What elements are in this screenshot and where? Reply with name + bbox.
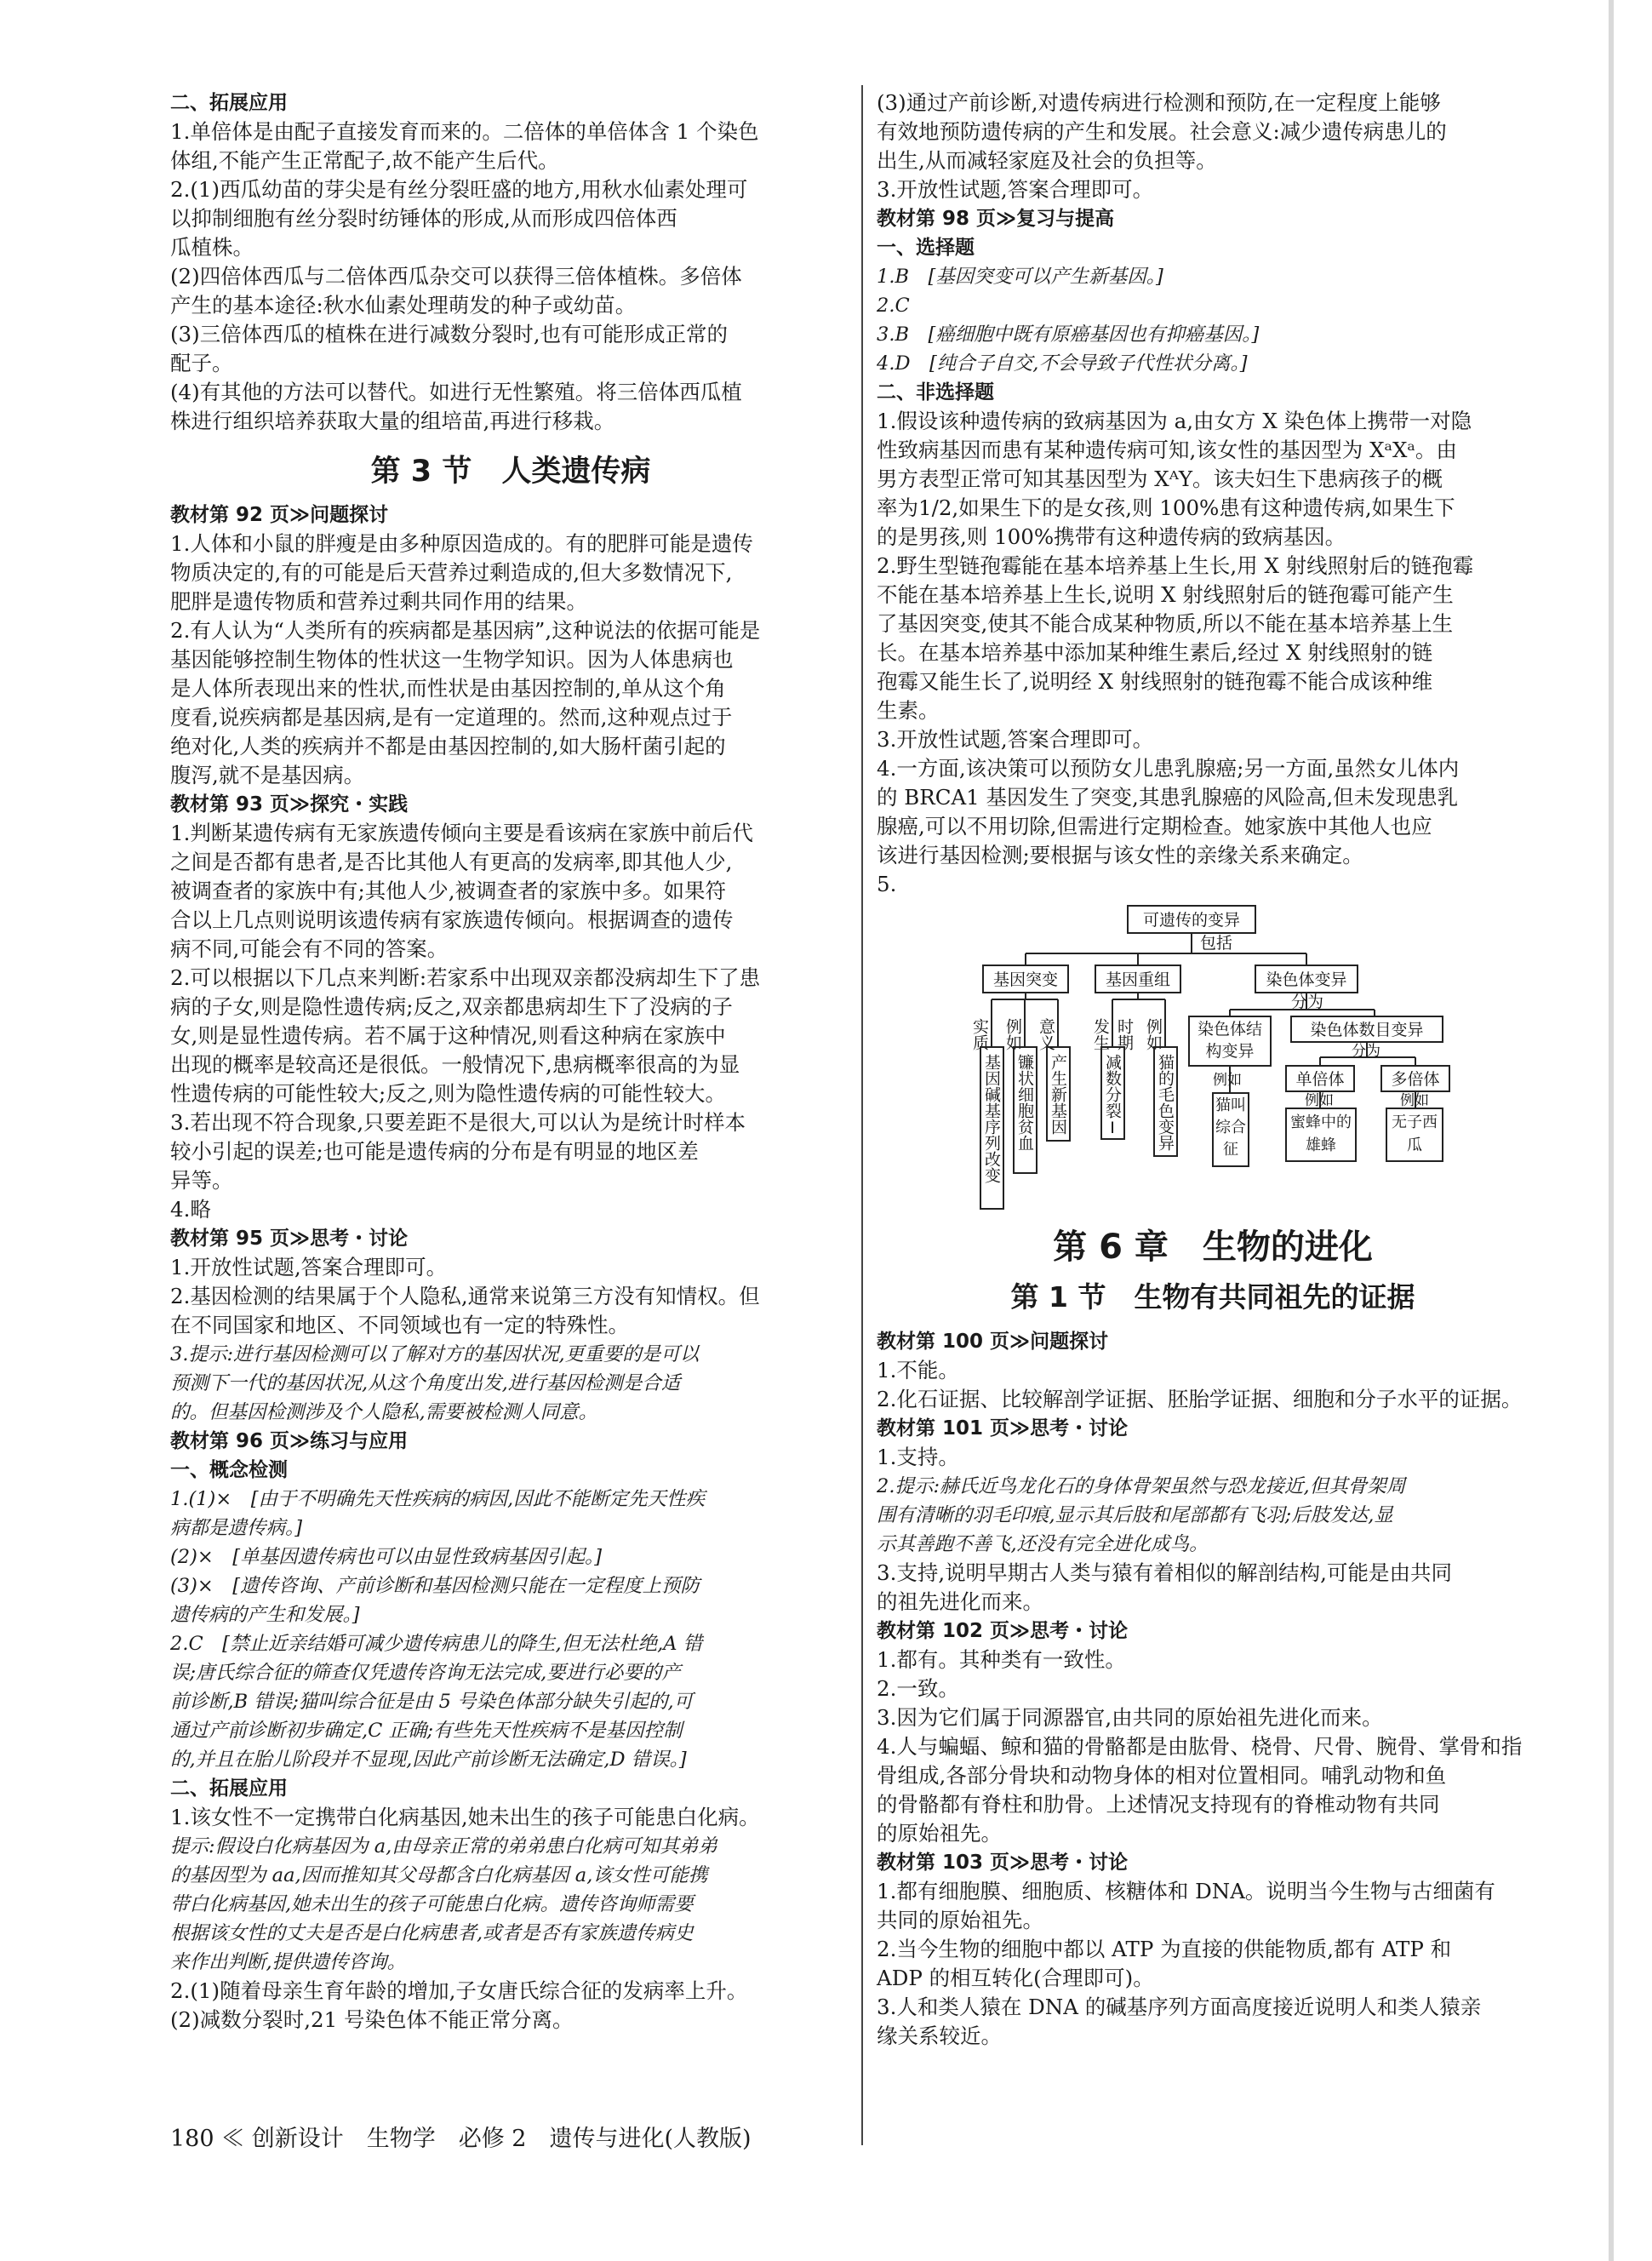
text-line: 2.(1)西瓜幼苗的芽尖是有丝分裂旺盛的地方,用秋水仙素处理可 [170,177,748,202]
right-bottom-text [877,1220,1549,2051]
answer-note-line: 示其善跑不善飞,还没有完全进化成鸟。 [877,1533,1209,1555]
text-line: 绝对化,人类的疾病并不都是由基因控制的,如大肠杆菌引起的 [170,734,726,758]
text-line: 的原始祖先。 [877,1821,1002,1846]
chrom-struct-label: 染色体结构变异 [1197,1020,1262,1061]
text-line: 2.一致。 [877,1676,959,1701]
chrom-number-label: 染色体数目变异 [1310,1021,1424,1039]
text-line: 肥胖是遗传物质和营养过剩共同作用的结果。 [170,589,587,614]
v-yiyi: 意义 [1037,1018,1055,1050]
text-line: 之间是否都有患者,是否比其他人有更高的发病率,即其他人少, [170,850,733,874]
subsection-title: 第 1 节 生物有共同祖先的证据 [1010,1280,1415,1314]
text-line: 性致病基因而患有某种遗传病可知,该女性的基因型为 XᵃXᵃ。由 [877,438,1457,462]
text-line: 2.化石证据、比较解剖学证据、胚胎学证据、细胞和分子水平的证据。 [877,1387,1523,1411]
text-line: 5. [877,872,897,896]
answer-note-line: 2.提示:赫氏近鸟龙化石的身体骨架虽然与恐龙接近,但其骨架周 [877,1475,1406,1497]
answer-note-line: 带白化病基因,她未出生的孩子可能患白化病。遗传咨询师需要 [170,1893,694,1915]
text-line: 女,则是显性遗传病。若不属于这种情况,则看这种病在家族中 [170,1023,726,1048]
answer-note-line: 的。但基因检测涉及个人隐私,需要被检测人同意。 [170,1401,598,1423]
text-line: 2.(1)随着母亲生育年龄的增加,子女唐氏综合征的发病率上升。 [170,1978,748,2003]
text-line: 的是男孩,则 100%携带有这种遗传病的致病基因。 [877,524,1346,549]
text-line: 的祖先进化而来。 [877,1589,1043,1614]
chrom-fenwei: 分为 [1291,993,1324,1011]
answer-note-line: 1.(1)× [由于不明确先天性疾病的病因,因此不能断定先天性疾 [170,1488,706,1510]
text-line: 1.都有细胞膜、细胞质、核糖体和 DNA。说明当今生物与古细菌有 [877,1879,1495,1903]
section-heading: 教材第 103 页≫思考・讨论 [877,1852,1129,1874]
text-line: 2.可以根据以下几点来判断:若家系中出现双亲都没病却生下了患 [170,965,761,990]
answer-note-line: 2.C [禁止近亲结婚可减少遗传病患儿的降生,但无法杜绝,A 错 [170,1633,703,1655]
answer-note-line: 2.C [877,295,910,317]
text-line: 4.一方面,该决策可以预防女儿患乳腺癌;另一方面,虽然女儿体内 [877,756,1460,781]
gene-mutation-label: 基因突变 [992,970,1059,989]
v-fasheng: 发生 [1091,1018,1110,1050]
text-line: 缘关系较近。 [877,2023,1002,2048]
ex2-label: 例如 [1305,1092,1334,1109]
text-line: 1.单倍体是由配子直接发育而来的。二倍体的单倍体含 1 个染色 [170,119,759,144]
text-line: 共同的原始祖先。 [877,1908,1043,1932]
text-line: 长。在基本培养基中添加某种维生素后,经过 X 射线照射的链 [877,640,1433,665]
text-line: 3.人和类人猿在 DNA 的碱基序列方面高度接近说明人和类人猿亲 [877,1995,1482,2019]
variation-concept-diagram [970,904,1451,1215]
answer-note-line: 的基因型为 aa,因而推知其父母都含白化病基因 a,该女性可能携 [170,1864,708,1886]
diagram-root-label: 可遗传的变异 [1142,911,1241,930]
answer-note-line: 预测下一代的基因状况,从这个角度出发,进行基因检测是合适 [170,1372,681,1394]
section-heading: 二、拓展应用 [170,92,288,114]
text-line: 较小引起的误差;也可能是遗传病的分布是有明显的地区差 [170,1139,699,1164]
answer-note-line: 围有清晰的羽毛印痕,显示其后肢和尾部都有飞羽;后肢发达,显 [877,1504,1393,1526]
answer-note-line: 通过产前诊断初步确定,C 正确;有些先天性疾病不是基因控制 [170,1720,683,1742]
text-line: 2.当今生物的细胞中都以 ATP 为直接的供能物质,都有 ATP 和 [877,1937,1452,1961]
ex-struct-label: 猫叫综合征 [1215,1096,1246,1159]
chrom-variation-label: 染色体变异 [1266,970,1347,989]
answer-note-line: (2)× [单基因遗传病也可以由显性致病基因引起。] [170,1546,603,1568]
text-line: 1.支持。 [877,1445,959,1469]
text-line: 在不同国家和地区、不同领域也有一定的特殊性。 [170,1313,629,1337]
text-line: 病的子女,则是隐性遗传病;反之,双亲都患病却生下了没病的子 [170,994,733,1019]
text-line: (4)有其他的方法可以替代。如进行无性繁殖。将三倍体西瓜植 [170,380,742,404]
text-line: 3.因为它们属于同源器官,由共同的原始祖先进化而来。 [877,1705,1383,1730]
v-text-1: 基因碱基序列改变 [982,1054,1001,1183]
answer-note-line: 前诊断,B 错误;猫叫综合征是由 5 号染色体部分缺失引起的,可 [170,1691,694,1713]
text-line: 4.人与蝙蝠、鲸和猫的骨骼都是由肱骨、桡骨、尺骨、腕骨、掌骨和指 [877,1734,1523,1759]
answer-note-line: 病都是遗传病。] [170,1517,303,1539]
text-line: 2.基因检测的结果属于个人隐私,通常来说第三方没有知情权。但 [170,1284,760,1308]
section-heading: 二、拓展应用 [170,1777,288,1800]
text-line: 1.假设该种遗传病的致病基因为 a,由女方 X 染色体上携带一对隐 [877,409,1472,433]
text-line: 物质决定的,有的可能是后天营养过剩造成的,但大多数情况下, [170,560,733,585]
answer-note-line: 误;唐氏综合征的筛查仅凭遗传咨询无法完成,要进行必要的产 [170,1662,681,1684]
text-line: 是人体所表现出来的性状,而性状是由基因控制的,单从这个角 [170,676,726,701]
v-shiqi: 时期 [1115,1018,1134,1050]
text-line: 1.该女性不一定携带白化病基因,她未出生的孩子可能患白化病。 [170,1805,760,1829]
chapter-title: 第 6 章 生物的进化 [1053,1228,1373,1267]
text-line: 出生,从而减轻家庭及社会的负担等。 [877,148,1217,173]
text-line: 性遗传病的可能性较大;反之,则为隐性遗传病的可能性较大。 [170,1081,727,1106]
section-heading: 教材第 100 页≫问题探讨 [877,1331,1109,1353]
text-line: 1.都有。其种类有一致性。 [877,1647,1126,1672]
text-line: (3)通过产前诊断,对遗传病进行检测和预防,在一定程度上能够 [877,90,1441,115]
page-footer: 180 ≪ 创新设计 生物学 必修 2 遗传与进化(人教版) [170,2126,752,2152]
section-heading: 教材第 101 页≫思考・讨论 [877,1417,1129,1440]
answer-note-line: 提示:假设白化病基因为 a,由母亲正常的弟弟患白化病可知其弟弟 [170,1835,717,1857]
v-shizhi: 实质 [970,1018,989,1050]
ex3-label: 例如 [1400,1092,1429,1109]
section-heading: 教材第 98 页≫复习与提高 [877,208,1115,230]
answer-note-line: 4.D [纯合子自交,不会导致子代性状分离。] [877,352,1248,375]
text-line: 被调查者的家族中有;其他人少,被调查者的家族中多。如果符 [170,879,727,903]
v-text-5: 猫的毛色变异 [1156,1054,1175,1151]
text-line: 异等。 [170,1168,233,1193]
ex1-label: 例如 [1213,1072,1242,1089]
text-line: 1.开放性试题,答案合理即可。 [170,1255,448,1279]
text-line: 1.不能。 [877,1358,959,1382]
text-line: 腺癌,可以不用切除,但需进行定期检查。她家族中其他人也应 [877,814,1432,839]
text-line: 度看,说疾病都是基因病,是有一定道理的。然而,这种观点过于 [170,705,733,730]
text-line: 3.开放性试题,答案合理即可。 [877,727,1154,752]
v-liru2: 例如 [1144,1018,1163,1050]
section-heading: 教材第 96 页≫练习与应用 [170,1430,409,1452]
text-line: 的 BRCA1 基因发生了突变,其患乳腺癌的风险高,但未发现患乳 [877,785,1459,810]
answer-note-line: 3.提示:进行基因检测可以了解对方的基因状况,更重要的是可以 [170,1343,700,1365]
polyploid-label: 多倍体 [1391,1070,1440,1089]
text-line: 2.野生型链孢霉能在基本培养基上生长,用 X 射线照射后的链孢霉 [877,553,1474,578]
diagram-root-edge: 包括 [1200,934,1233,953]
answer-note-line: (3)× [遗传咨询、产前诊断和基因检测只能在一定程度上预防 [170,1575,700,1597]
text-line: 3.开放性试题,答案合理即可。 [877,177,1154,202]
text-line: 2.有人认为“人类所有的疾病都是基因病”,这种说法的依据可能是 [170,618,761,643]
fenwei2: 分为 [1352,1043,1380,1060]
text-line: 1.判断某遗传病有无家族遗传倾向主要是看该病在家族中前后代 [170,821,753,845]
text-line: 生素。 [877,698,940,723]
left-column [170,89,851,2035]
text-line: 产生的基本途径:秋水仙素处理萌发的种子或幼苗。 [170,293,637,318]
ex-haploid-label: 蜜蜂中的雄蜂 [1290,1113,1352,1154]
gene-recomb-label: 基因重组 [1105,970,1171,989]
haploid-label: 单倍体 [1295,1070,1345,1089]
v-text-2: 镰状细胞贫血 [1015,1054,1034,1151]
section-heading: 二、非选择题 [877,381,994,404]
text-line: 出现的概率是较高还是很低。一般情况下,患病概率很高的为显 [170,1052,740,1077]
v-text-3: 产生新基因 [1049,1054,1067,1135]
answer-note-line: 根据该女性的丈夫是否是白化病患者,或者是否有家族遗传病史 [170,1922,694,1944]
section-heading: 一、概念检测 [170,1459,288,1481]
page-edge-shadow [1609,0,1614,2261]
text-line: 合以上几点则说明该遗传病有家族遗传倾向。根据调查的遗传 [170,907,734,932]
text-line: (2)减数分裂时,21 号染色体不能正常分离。 [170,2007,574,2032]
section-heading: 教材第 93 页≫探究・实践 [170,793,409,816]
text-line: 瓜植株。 [170,235,254,260]
text-line: 骨组成,各部分骨块和动物身体的相对位置相同。哺乳动物和鱼 [877,1763,1447,1788]
text-line: 该进行基因检测;要根据与该女性的亲缘关系来确定。 [877,843,1363,867]
right-top-text [877,89,1549,899]
text-line: 1.人体和小鼠的胖瘦是由多种原因造成的。有的肥胖可能是遗传 [170,531,753,556]
text-line: 了基因突变,使其不能合成某种物质,所以不能在基本培养基上生 [877,611,1454,636]
text-line: 率为1/2,如果生下的是女孩,则 100%患有这种遗传病,如果生下 [877,495,1455,520]
text-line: 3.若出现不符合现象,只要差距不是很大,可以认为是统计时样本 [170,1110,746,1135]
section-title: 第 3 节 人类遗传病 [370,455,651,489]
text-line: 的骨骼都有脊柱和肋骨。上述情况支持现有的脊椎动物有共同 [877,1792,1440,1817]
section-heading: 教材第 102 页≫思考・讨论 [877,1620,1129,1642]
answer-note-line: 来作出判断,提供遗传咨询。 [170,1951,407,1973]
section-heading: 教材第 95 页≫思考・讨论 [170,1228,409,1250]
answer-note-line: 的,并且在胎儿阶段并不显现,因此产前诊断无法确定,D 错误。] [170,1749,687,1771]
text-line: 株进行组织培养获取大量的组培苗,再进行移栽。 [170,409,615,433]
column-divider [861,85,863,2145]
v-lizi: 例如 [1003,1018,1022,1050]
right-column [877,89,1549,2051]
text-line: ADP 的相互转化(合理即可)。 [877,1966,1154,1990]
answer-note-line: 3.B [癌细胞中既有原癌基因也有抑癌基因。] [877,323,1260,346]
section-heading: 教材第 92 页≫问题探讨 [170,504,389,526]
v-text-4: 减数分裂Ⅰ [1103,1054,1122,1137]
text-line: 孢霉又能生长了,说明经 X 射线照射的链孢霉不能合成该种维 [877,669,1433,694]
text-line: (2)四倍体西瓜与二倍体西瓜杂交可以获得三倍体植株。多倍体 [170,264,742,289]
answer-note-line: 1.B [基因突变可以产生新基因。] [877,266,1163,288]
text-line: 男方表型正常可知其基因型为 XᴬY。该夫妇生下患病孩子的概 [877,467,1443,491]
text-line: 腹泻,就不是基因病。 [170,763,365,787]
ex-poly-label: 无子西瓜 [1392,1113,1438,1154]
text-line: 不能在基本培养基上生长,说明 X 射线照射后的链孢霉可能产生 [877,582,1454,607]
text-line: 以抑制细胞有丝分裂时纺锤体的形成,从而形成四倍体西 [170,206,677,231]
text-line: 有效地预防遗传病的产生和发展。社会意义:减少遗传病患儿的 [877,119,1447,144]
text-line: 3.支持,说明早期古人类与猿有着相似的解剖结构,可能是由共同 [877,1560,1452,1585]
text-line: (3)三倍体西瓜的植株在进行减数分裂时,也有可能形成正常的 [170,322,728,346]
text-line: 病不同,可能会有不同的答案。 [170,936,449,961]
text-line: 基因能够控制生物体的性状这一生物学知识。因为人体患病也 [170,647,734,672]
section-heading: 一、选择题 [877,237,975,259]
text-line: 体组,不能产生正常配子,故不能产生后代。 [170,148,559,173]
text-line: 4.略 [170,1197,211,1222]
answer-note-line: 遗传病的产生和发展。] [170,1604,360,1626]
text-line: 配子。 [170,351,233,375]
